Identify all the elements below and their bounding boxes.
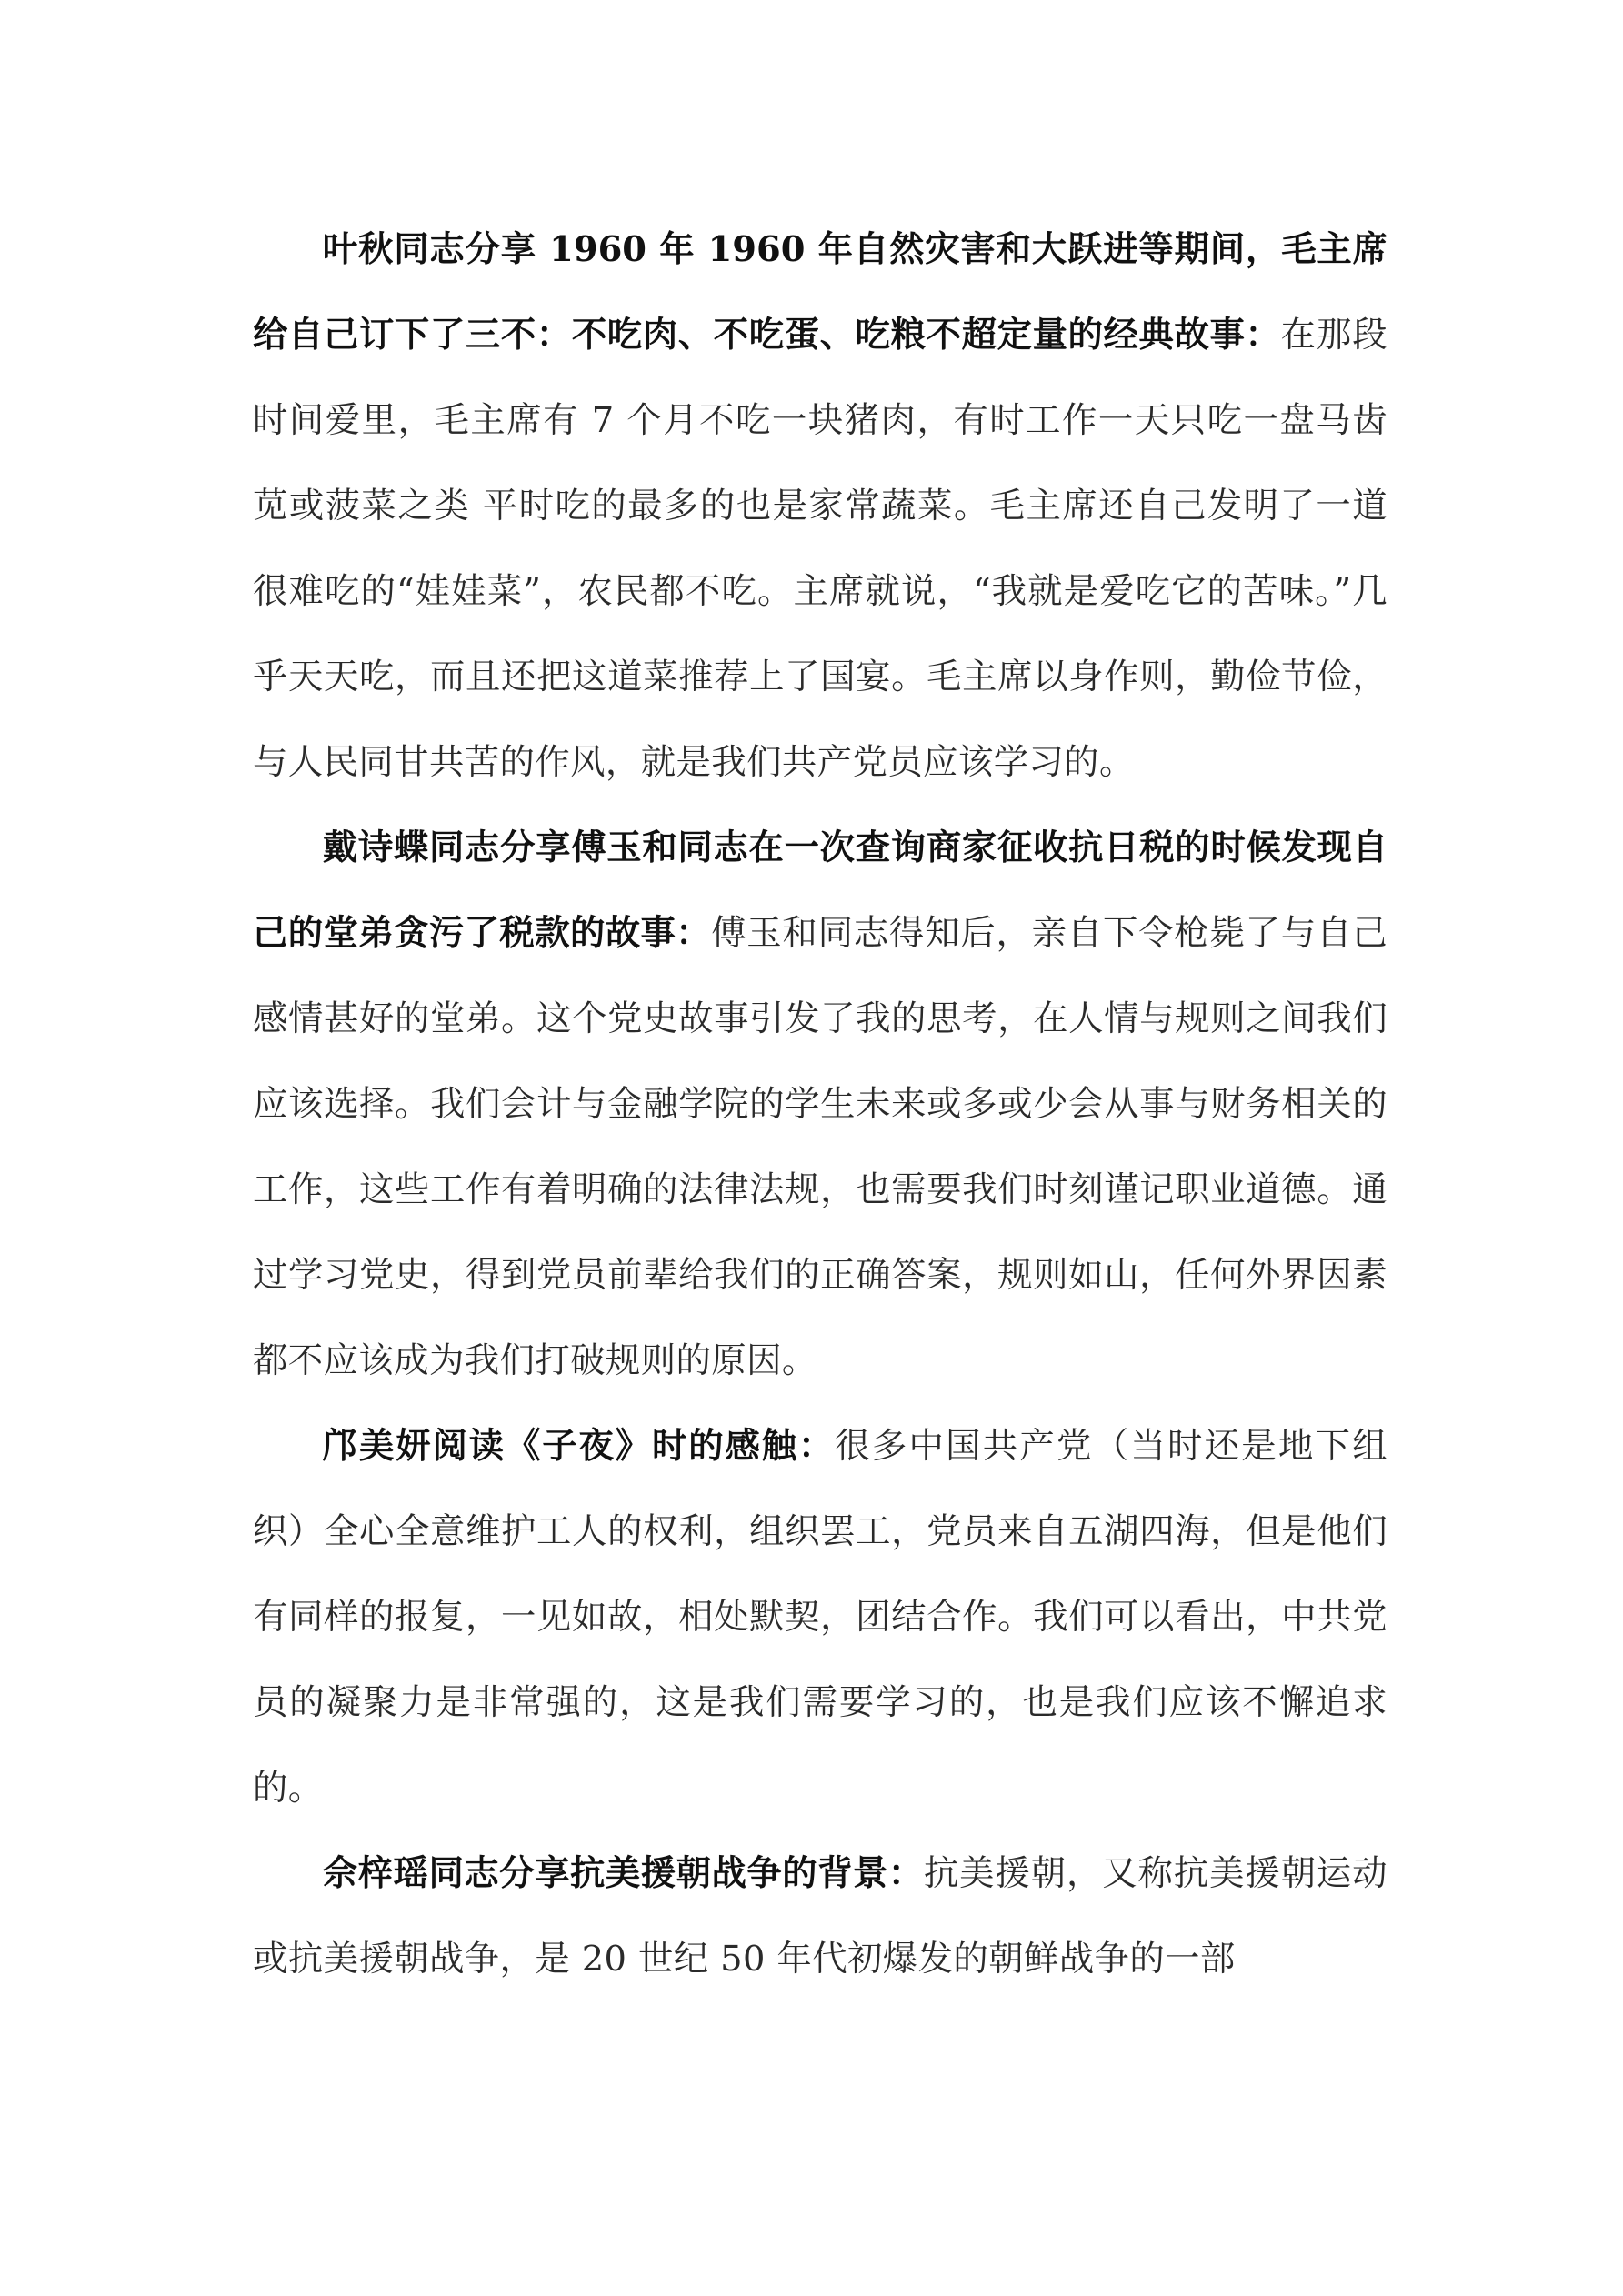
- paragraph-daishidie: [253, 806, 1388, 1404]
- paragraph-yeqiu: [253, 207, 1388, 806]
- paragraph-lead: 邝美妍阅读《子夜》时的感触：: [322, 1426, 836, 1467]
- paragraph-body: 很多中国共产党（当时还是地下组织）全心全意维护工人的权利，组织罢工，党员来自五湖四海，但是他们有同样的报复，一见如故，相处默契，团结合作。我们可以看出，中共党员的凝聚力是非常强的，这是我们需要学习的，也是我们应该不懈追求的。: [253, 1426, 1388, 1809]
- document-body: [253, 207, 1388, 2002]
- paragraph-lead: 戴诗蝶同志分享傅玉和同志在一次查询商家征收抗日税的时候发现自己的堂弟贪污了税款的故事：: [253, 827, 1388, 954]
- paragraph-kuangmeiyan: [253, 1404, 1388, 1831]
- paragraph-body: 抗美援朝，又称抗美援朝运动或抗美援朝战争，是 20 世纪 50 年代初爆发的朝鲜战争的一部: [253, 1853, 1388, 1980]
- paragraph-body: 在那段时间爱里，毛主席有 7 个月不吃一块猪肉，有时工作一天只吃一盘马齿苋或菠菜之类 平时吃的最多的也是家常蔬菜。毛主席还自己发明了一道很难吃的“娃娃菜”，农民都不吃。主席就说，“我就是爱吃它的苦味。”几乎天天吃，而且还把这道菜推荐上了国宴。毛主席以身作则，勤俭节俭，与人民同甘共苦的作风，就是我们共产党员应该学习的。: [253, 315, 1388, 783]
- paragraph-lead: 佘梓瑶同志分享抗美援朝战争的背景：: [322, 1853, 924, 1894]
- paragraph-shezhiyao: [253, 1831, 1388, 2002]
- paragraph-body: 傅玉和同志得知后，亲自下令枪毙了与自己感情甚好的堂弟。这个党史故事引发了我的思考，在人情与规则之间我们应该选择。我们会计与金融学院的学生未来或多或少会从事与财务相关的工作，这些工作有着明确的法律法规，也需要我们时刻谨记职业道德。通过学习党史，得到党员前辈给我们的正确答案，规则如山，任何外界因素都不应该成为我们打破规则的原因。: [253, 913, 1388, 1381]
- paragraph-lead: 叶秋同志分享 1960 年 1960 年自然灾害和大跃进等期间，毛主席给自己订下了三不：不吃肉、不吃蛋、吃粮不超定量的经典故事：: [253, 229, 1388, 356]
